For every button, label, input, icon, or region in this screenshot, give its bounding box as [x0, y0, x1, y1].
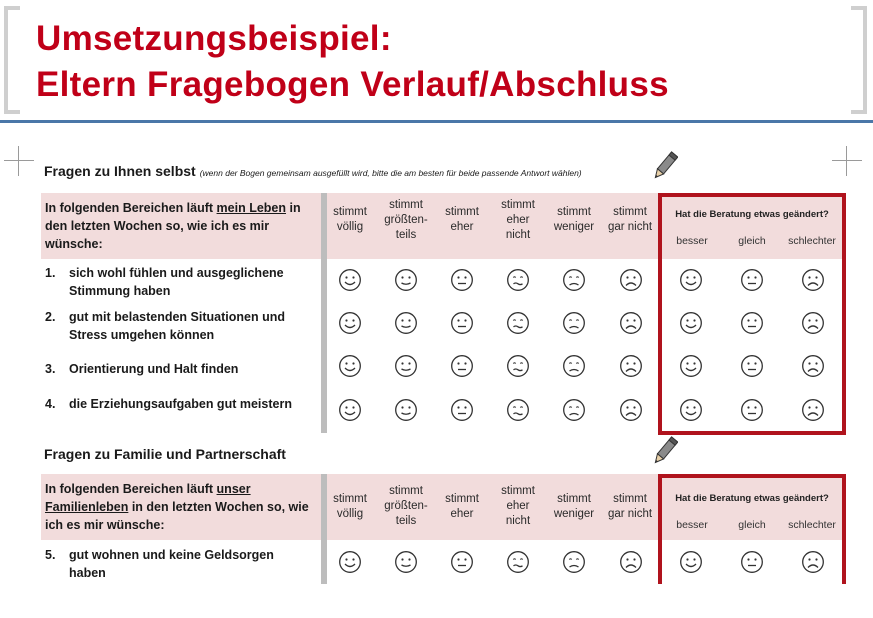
- scale-label-line: stimmt: [389, 199, 423, 211]
- face-schlechter-icon[interactable]: [801, 311, 825, 335]
- scale-label-line: teils: [395, 229, 417, 241]
- title-line-2: Eltern Fragebogen Verlauf/Abschluss: [36, 65, 669, 104]
- face-gleich-icon[interactable]: [740, 398, 764, 422]
- scale-label-stimmt-voellig: [322, 492, 378, 522]
- scale-label-line: stimmt: [501, 485, 535, 497]
- scale-label-stimmt-gar-nicht: [602, 492, 658, 522]
- scale-label-line: weniger: [553, 508, 595, 520]
- section-1-title: Fragen zu Ihnen selbst: [44, 163, 196, 179]
- scale-label-stimmt-eher: [434, 205, 490, 235]
- column-divider: [321, 474, 327, 584]
- change-question-title: Hat die Beratung etwas geändert?: [675, 209, 829, 220]
- crop-mark-left: [4, 146, 34, 176]
- face-stimmt-gar-nicht-icon[interactable]: [619, 354, 643, 378]
- scale-label-line: eher: [506, 500, 530, 512]
- face-stimmt-weniger-icon[interactable]: [562, 550, 586, 574]
- scale-label-line: gar nicht: [607, 221, 653, 233]
- scale-label-stimmt-groesstenteils: [378, 484, 434, 529]
- face-stimmt-voellig-icon[interactable]: [338, 398, 362, 422]
- scale-label-line: stimmt: [613, 206, 647, 218]
- face-stimmt-eher-icon[interactable]: [450, 268, 474, 292]
- face-stimmt-groesstenteils-icon[interactable]: [394, 268, 418, 292]
- face-stimmt-eher-nicht-icon[interactable]: [506, 311, 530, 335]
- scale-label-line: größten-: [384, 214, 428, 226]
- face-schlechter-icon[interactable]: [801, 354, 825, 378]
- face-stimmt-gar-nicht-icon[interactable]: [619, 398, 643, 422]
- scale-label-stimmt-eher-nicht: [490, 198, 546, 243]
- section-2-title: Fragen zu Familie und Partnerschaft: [44, 446, 286, 462]
- page-title: [36, 16, 669, 108]
- face-stimmt-gar-nicht-icon[interactable]: [619, 268, 643, 292]
- face-stimmt-weniger-icon[interactable]: [562, 311, 586, 335]
- face-besser-icon[interactable]: [679, 311, 703, 335]
- crop-mark-right: [832, 146, 862, 176]
- change-label-same: gleich: [738, 519, 766, 531]
- face-gleich-icon[interactable]: [740, 311, 764, 335]
- face-stimmt-voellig-icon[interactable]: [338, 268, 362, 292]
- face-gleich-icon[interactable]: [740, 268, 764, 292]
- scale-label-stimmt-gar-nicht: [602, 205, 658, 235]
- face-stimmt-weniger-icon[interactable]: [562, 398, 586, 422]
- face-stimmt-eher-nicht-icon[interactable]: [506, 550, 530, 574]
- face-stimmt-groesstenteils-icon[interactable]: [394, 311, 418, 335]
- scale-label-line: völlig: [336, 221, 364, 233]
- face-schlechter-icon[interactable]: [801, 398, 825, 422]
- scale-label-line: stimmt: [333, 206, 367, 218]
- face-stimmt-eher-nicht-icon[interactable]: [506, 398, 530, 422]
- face-stimmt-gar-nicht-icon[interactable]: [619, 311, 643, 335]
- change-label-worse: schlechter: [788, 235, 836, 247]
- section-1-heading: [44, 163, 582, 179]
- face-stimmt-eher-nicht-icon[interactable]: [506, 354, 530, 378]
- face-stimmt-voellig-icon[interactable]: [338, 550, 362, 574]
- face-stimmt-weniger-icon[interactable]: [562, 354, 586, 378]
- face-schlechter-icon[interactable]: [801, 268, 825, 292]
- face-stimmt-voellig-icon[interactable]: [338, 311, 362, 335]
- scale-label-line: stimmt: [333, 493, 367, 505]
- face-besser-icon[interactable]: [679, 550, 703, 574]
- scale-label-line: weniger: [553, 221, 595, 233]
- scale-label-line: stimmt: [557, 493, 591, 505]
- scale-label-stimmt-groesstenteils: [378, 198, 434, 243]
- scale-label-stimmt-eher-nicht: [490, 484, 546, 529]
- face-besser-icon[interactable]: [679, 268, 703, 292]
- change-label-better: besser: [676, 235, 708, 247]
- scale-label-line: stimmt: [445, 493, 479, 505]
- scale-label-stimmt-voellig: [322, 205, 378, 235]
- face-besser-icon[interactable]: [679, 398, 703, 422]
- scale-label-stimmt-weniger: [546, 492, 602, 522]
- face-stimmt-groesstenteils-icon[interactable]: [394, 398, 418, 422]
- pencil-icon: [652, 435, 678, 467]
- face-stimmt-groesstenteils-icon[interactable]: [394, 550, 418, 574]
- scale-label-line: stimmt: [389, 485, 423, 497]
- scale-label-stimmt-weniger: [546, 205, 602, 235]
- face-stimmt-eher-icon[interactable]: [450, 311, 474, 335]
- face-besser-icon[interactable]: [679, 354, 703, 378]
- scale-label-line: gar nicht: [607, 508, 653, 520]
- section-1-note: (wenn der Bogen gemeinsam ausgefüllt wird, bitte die am besten für beide passende Antwort wählen): [199, 168, 582, 178]
- scale-label-line: eher: [450, 508, 474, 520]
- left-bracket-decoration: [4, 6, 20, 114]
- face-stimmt-eher-icon[interactable]: [450, 398, 474, 422]
- scale-label-line: nicht: [505, 515, 531, 527]
- change-label-same: gleich: [738, 235, 766, 247]
- right-bracket-decoration: [851, 6, 867, 114]
- change-question-title: Hat die Beratung etwas geändert?: [675, 493, 829, 504]
- face-stimmt-groesstenteils-icon[interactable]: [394, 354, 418, 378]
- scale-label-line: stimmt: [557, 206, 591, 218]
- scale-label-line: eher: [450, 221, 474, 233]
- table-1-prompt: In folgenden Bereichen läuft mein Leben in den letzten Wochen so, wie ich es mir wünsche:: [45, 201, 301, 251]
- scale-label-line: stimmt: [445, 206, 479, 218]
- face-gleich-icon[interactable]: [740, 354, 764, 378]
- face-stimmt-weniger-icon[interactable]: [562, 268, 586, 292]
- change-label-better: besser: [676, 519, 708, 531]
- face-schlechter-icon[interactable]: [801, 550, 825, 574]
- scale-label-line: nicht: [505, 229, 531, 241]
- scale-label-line: eher: [506, 214, 530, 226]
- change-label-worse: schlechter: [788, 519, 836, 531]
- face-stimmt-eher-icon[interactable]: [450, 550, 474, 574]
- scale-label-line: teils: [395, 515, 417, 527]
- title-line-1: Umsetzungsbeispiel:: [36, 19, 392, 58]
- face-stimmt-eher-nicht-icon[interactable]: [506, 268, 530, 292]
- pencil-icon: [652, 150, 678, 182]
- face-stimmt-gar-nicht-icon[interactable]: [619, 550, 643, 574]
- section-2-heading: [44, 446, 286, 462]
- scale-label-line: stimmt: [501, 199, 535, 211]
- scale-label-line: größten-: [384, 500, 428, 512]
- face-gleich-icon[interactable]: [740, 550, 764, 574]
- table-2-prompt: In folgenden Bereichen läuft unser Familienleben in den letzten Wochen so, wie ich es mir wünsche:: [45, 482, 309, 532]
- face-stimmt-voellig-icon[interactable]: [338, 354, 362, 378]
- scale-label-stimmt-eher: [434, 492, 490, 522]
- title-rule: [0, 120, 873, 123]
- face-stimmt-eher-icon[interactable]: [450, 354, 474, 378]
- scale-label-line: stimmt: [613, 493, 647, 505]
- scale-label-line: völlig: [336, 508, 364, 520]
